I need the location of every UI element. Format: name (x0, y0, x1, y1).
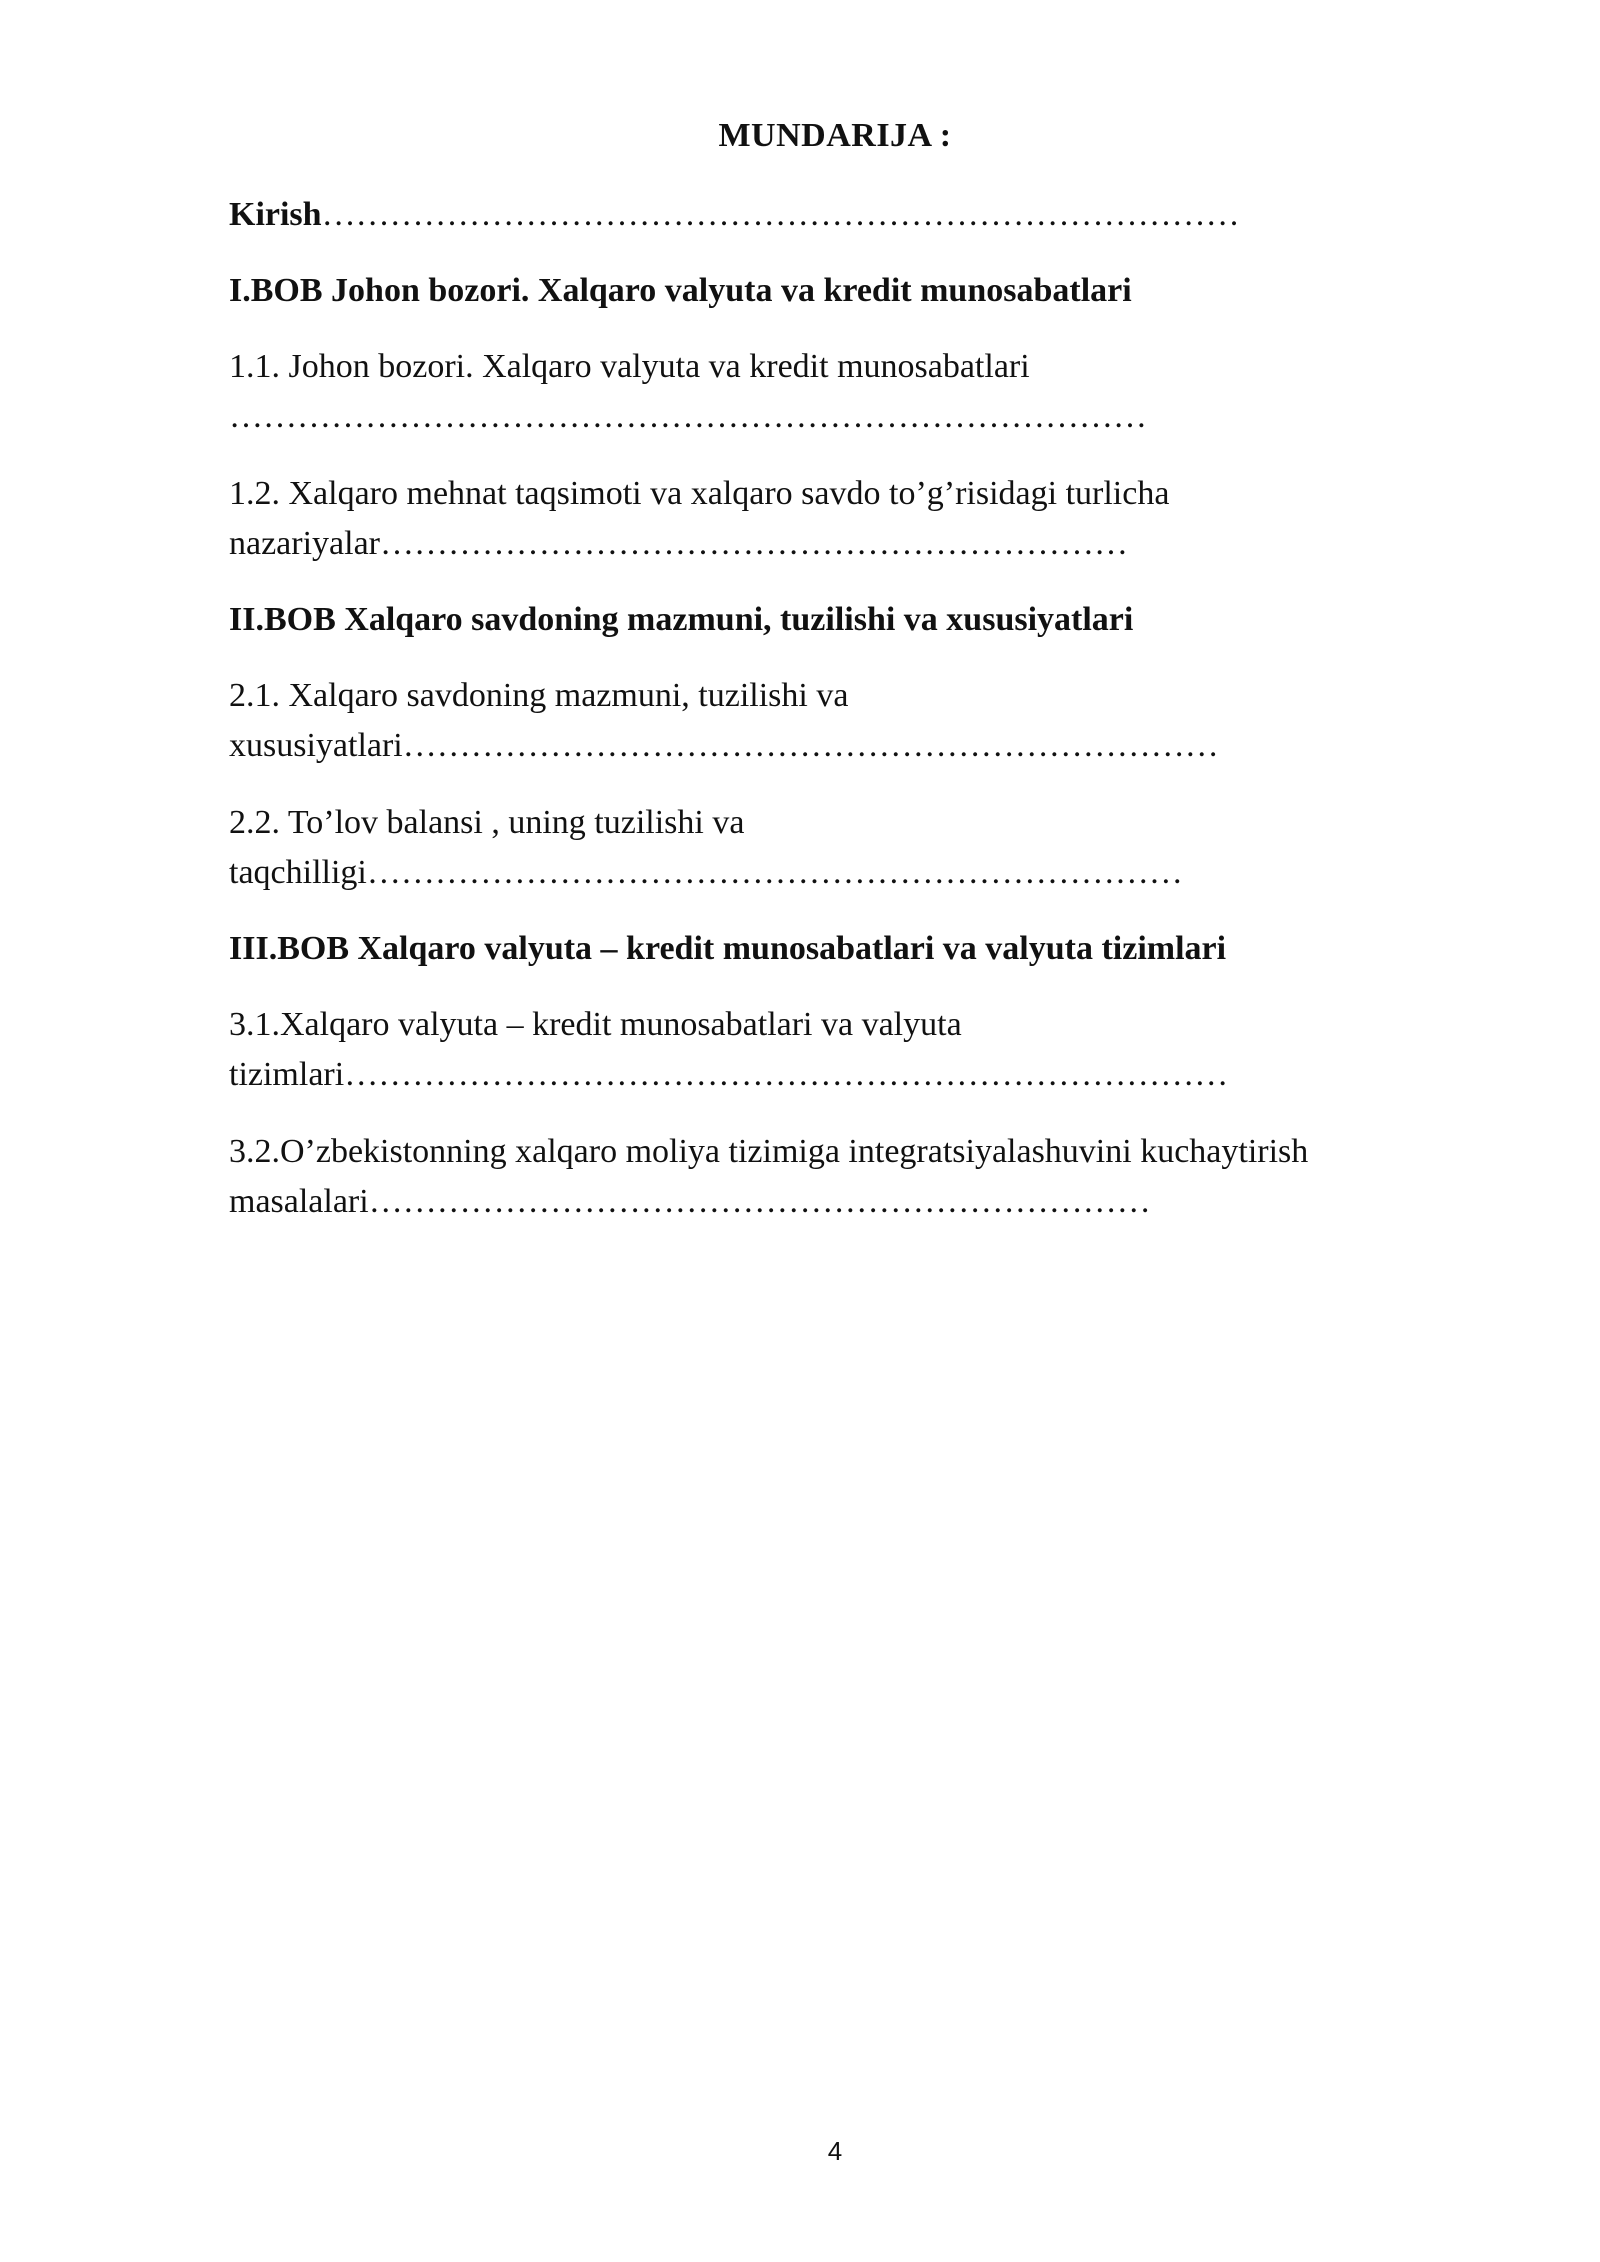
toc-entry-3-1 (229, 1000, 1429, 1100)
toc-chapter-1: I.BOB Johon bozori. Xalqaro valyuta va kredit munosabatlari (229, 272, 1132, 309)
toc-entry-label: tizimlari (229, 1056, 345, 1093)
toc-entry-line: 3.1.Xalqaro valyuta – kredit munosabatlari va valyuta (229, 1006, 962, 1043)
toc-entry-dots: ……………………………………………………………… (366, 854, 1183, 891)
toc-entry-line-2 (229, 848, 1429, 898)
toc-entry-dots: ……………………………………………………………… (402, 727, 1219, 764)
toc-entry-line-2 (229, 721, 1429, 771)
toc-entry-line: 2.1. Xalqaro savdoning mazmuni, tuzilishi va (229, 677, 849, 714)
toc-chapter-2: II.BOB Xalqaro savdoning mazmuni, tuzilishi va xususiyatlari (229, 601, 1134, 638)
toc-entry-3-2 (229, 1127, 1429, 1227)
toc-entry-2-1 (229, 671, 1429, 771)
toc-chapter-3: III.BOB Xalqaro valyuta – kredit munosabatlari va valyuta tizimlari (229, 930, 1227, 967)
toc-entry-line: 1.2. Xalqaro mehnat taqsimoti va xalqaro savdo to’g’risidagi turlicha (229, 475, 1170, 512)
toc-entry-1-1 (229, 342, 1429, 442)
toc-entry-label: taqchilligi (229, 854, 367, 891)
toc-entry-dots: ……………………………………………………………………… (229, 398, 1147, 435)
toc-entry-label: Kirish (229, 196, 322, 233)
toc-entry-label: masalalari (229, 1183, 369, 1220)
page-number: 4 (827, 2136, 843, 2166)
table-of-contents (229, 190, 1429, 1227)
toc-entry-line: 3.2.O’zbekistonning xalqaro moliya tizimiga integratsiyalashuvini kuchaytirish (229, 1133, 1309, 1170)
toc-entry-line-2 (229, 519, 1429, 569)
toc-entry-dots: …………………………………………………………… (368, 1183, 1151, 1220)
toc-entry-line: 1.1. Johon bozori. Xalqaro valyuta va kredit munosabatlari (229, 348, 1030, 385)
toc-entry-dots: …………………………………………………………………… (344, 1056, 1229, 1093)
toc-title: MUNDARIJA : (718, 117, 952, 154)
toc-entry-line: 2.2. To’lov balansi , uning tuzilishi va (229, 804, 745, 841)
toc-entry-dots: ……………………………………………………………………… (321, 196, 1240, 233)
toc-entry-1-2 (229, 469, 1429, 569)
toc-entry-kirish (229, 190, 1429, 240)
toc-entry-2-2 (229, 798, 1429, 898)
toc-entry-dots: ………………………………………………………… (380, 525, 1128, 562)
toc-entry-line-2 (229, 1050, 1429, 1100)
toc-entry-line-2 (229, 1177, 1429, 1227)
toc-entry-label: xususiyatlari (229, 727, 403, 764)
toc-entry-label: nazariyalar (229, 525, 380, 562)
